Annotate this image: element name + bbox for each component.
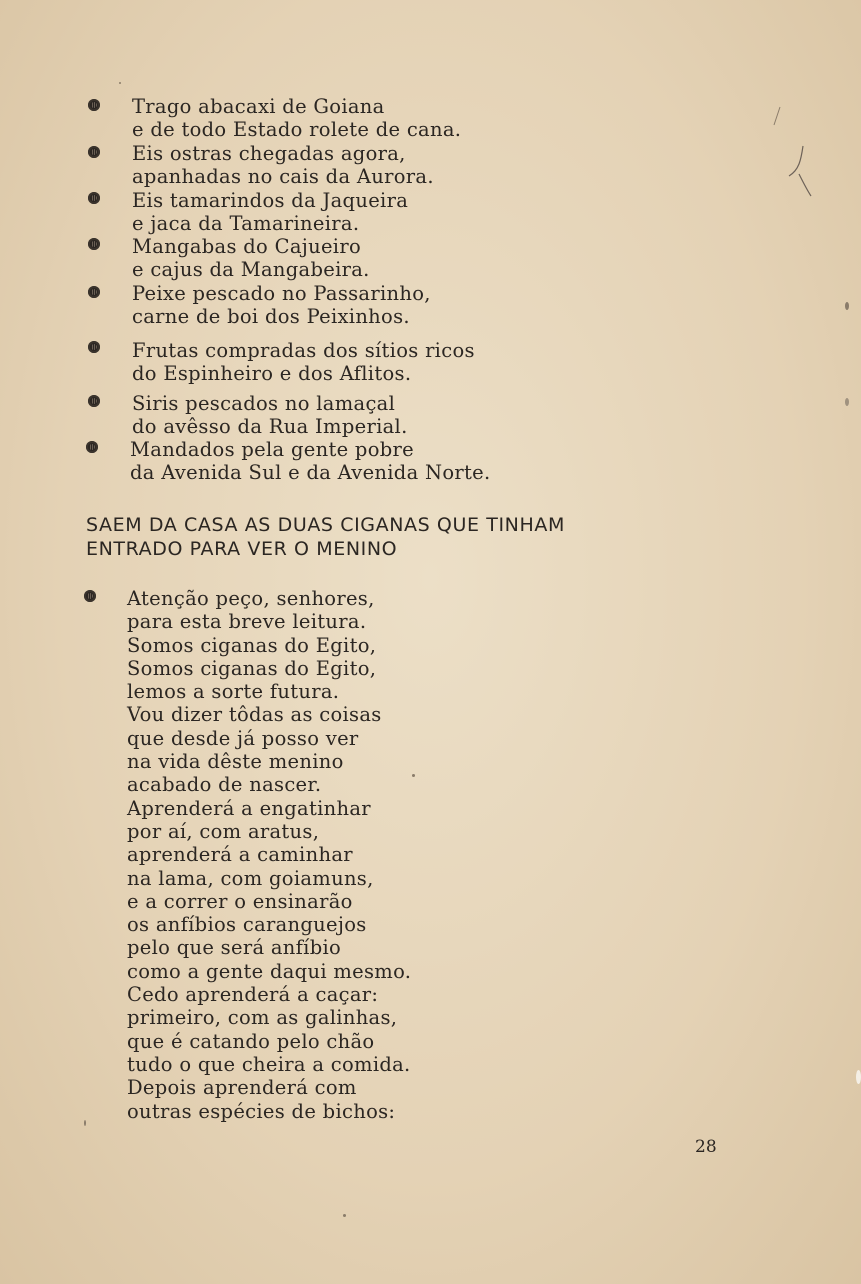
verse-line: Trago abacaxi de Goiana: [132, 95, 385, 118]
verse-line: Siris pescados no lamaçal: [132, 392, 396, 415]
verse-line: pelo que será anfíbio: [127, 936, 342, 960]
bullet-icon: [88, 192, 100, 204]
bullet-icon: [88, 99, 100, 111]
verse-line: Somos ciganas do Egito,: [127, 656, 377, 680]
verse-line: Peixe pescado no Passarinho,: [132, 282, 431, 305]
stage-direction-heading: [86, 513, 565, 561]
verse-line: por aí, com aratus,: [127, 819, 320, 843]
verse-line: Frutas compradas dos sítios ricos: [132, 339, 475, 362]
couplet: [132, 142, 434, 189]
verse-line: na vida dêste menino: [127, 750, 344, 774]
verse-line: carne de boi dos Peixinhos.: [132, 305, 410, 329]
verse-line: apanhadas no cais da Aurora.: [132, 165, 434, 189]
couplet: [132, 189, 408, 236]
couplet: [132, 235, 370, 282]
bullet-icon: [88, 395, 100, 407]
verse-line: como a gente daqui mesmo.: [127, 959, 412, 983]
verse-line: na lama, com goiamuns,: [127, 866, 374, 890]
verse-line: que desde já posso ver: [127, 726, 359, 750]
paper-speck: [856, 1070, 861, 1084]
verse-line: do Espinheiro e dos Aflitos.: [132, 362, 412, 386]
verse-line: e a correr o ensinarão: [127, 889, 353, 913]
verse-line: Mangabas do Cajueiro: [132, 235, 361, 258]
verse-line: Depois aprenderá com: [127, 1076, 357, 1100]
paper-speck: [84, 1120, 86, 1126]
paper-speck: [412, 774, 415, 777]
verse-line: do avêsso da Rua Imperial.: [132, 415, 408, 439]
bullet-icon: [88, 238, 100, 250]
heading-line: ENTRADO PARA VER O MENINO: [86, 538, 398, 560]
verse-line: Eis ostras chegadas agora,: [132, 142, 406, 165]
verse-line: Mandados pela gente pobre: [130, 438, 414, 461]
verse-line: que é catando pelo chão: [127, 1029, 375, 1053]
couplet: [132, 282, 431, 329]
paper-speck: [343, 1214, 346, 1217]
verse-line: tudo o que cheira a comida.: [127, 1052, 411, 1076]
verse-line: para esta breve leitura.: [127, 610, 367, 634]
bullet-icon: [88, 286, 100, 298]
couplet: [132, 95, 461, 142]
verse-line: e jaca da Tamarineira.: [132, 212, 360, 236]
couplet: [132, 392, 408, 439]
verse-line: Eis tamarindos da Jaqueira: [132, 189, 409, 212]
paper-speck: [845, 302, 849, 310]
couplet: [130, 438, 491, 485]
paper-speck: [845, 398, 849, 406]
verse-line: e cajus da Mangabeira.: [132, 258, 370, 282]
bullet-icon: [86, 441, 98, 453]
verse-line: outras espécies de bichos:: [127, 1099, 396, 1123]
verse-line: Somos ciganas do Egito,: [127, 633, 377, 657]
verse-line: acabado de nascer.: [127, 773, 322, 797]
heading-line: SAEM DA CASA AS DUAS CIGANAS QUE TINHAM: [86, 514, 565, 536]
pencil-mark: [785, 140, 815, 200]
page-number: 28: [695, 1137, 717, 1157]
verse-line: Atenção peço, senhores,: [127, 587, 375, 610]
verse-line: Aprenderá a engatinhar: [127, 796, 371, 820]
couplet: [132, 339, 475, 386]
verse-stanza: [127, 587, 411, 1123]
verse-line: primeiro, com as galinhas,: [127, 1006, 398, 1030]
bullet-icon: [88, 341, 100, 353]
bullet-icon: [88, 146, 100, 158]
pencil-mark: [770, 105, 784, 127]
verse-line: e de todo Estado rolete de cana.: [132, 118, 462, 142]
verse-line: Cedo aprenderá a caçar:: [127, 983, 379, 1007]
verse-line: os anfíbios caranguejos: [127, 913, 367, 937]
verse-line: aprenderá a caminhar: [127, 843, 353, 867]
bullet-icon: [84, 590, 96, 602]
verse-line: Vou dizer tôdas as coisas: [127, 703, 382, 727]
verse-line: lemos a sorte futura.: [127, 680, 340, 704]
paper-speck: [119, 82, 121, 84]
verse-line: da Avenida Sul e da Avenida Norte.: [130, 461, 491, 485]
